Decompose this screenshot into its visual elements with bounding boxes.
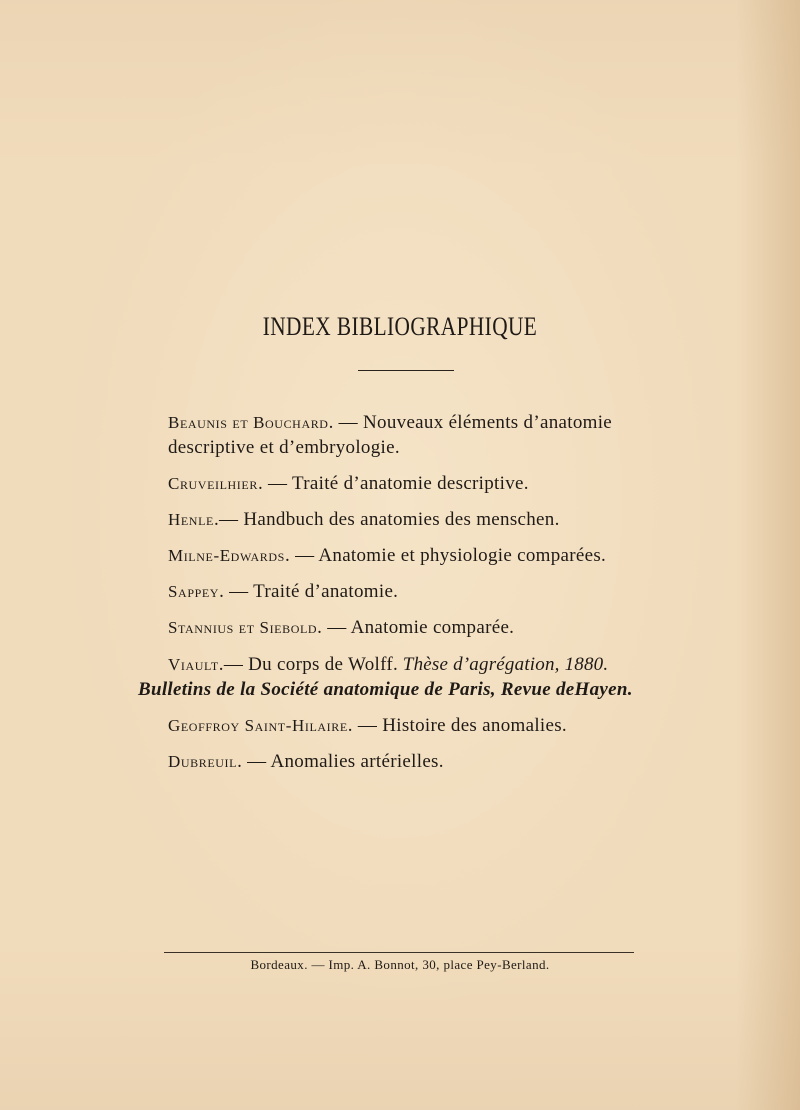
bibliography-entry (168, 543, 648, 568)
entry-author: Henle (168, 510, 214, 530)
entry-author: Sappey (168, 582, 220, 602)
bibliography-entry (168, 749, 648, 774)
entry-author: Cruveilhier (168, 474, 258, 494)
bibliography-entry (168, 615, 648, 640)
entry-author: Milne-Edwards (168, 546, 285, 566)
bibliography-entry (168, 713, 648, 738)
bibliography-entry (168, 579, 648, 604)
bibliography-entry (168, 410, 648, 460)
bibliography-entry (168, 507, 648, 532)
entry-author: Beaunis et Bouchard (168, 413, 329, 432)
entry-text: .— Handbuch des anatomies des menschen. (213, 509, 560, 531)
entry-author: Viault (168, 654, 219, 674)
entry-text: . — Anatomie comparée. (317, 617, 515, 639)
entry-continuation: Bulletins de la Société anatomique de Paris, Revue deHayen. (138, 678, 633, 700)
footer-divider (164, 952, 634, 953)
page-title: INDEX BIBLIOGRAPHIQUE (262, 312, 538, 341)
entry-italic-reference: Thèse d’agrégation, 1880. (402, 653, 609, 675)
printer-imprint: Bordeaux. — Imp. A. Bonnot, 30, place Pey-Berland. (250, 957, 550, 972)
entry-author: Stannius et Siebold (168, 618, 318, 638)
bibliography-entry (138, 652, 648, 702)
entry-author: Dubreuil (168, 751, 238, 771)
entry-text: . — Traité d’anatomie. (219, 581, 399, 603)
bibliography-list (138, 410, 648, 785)
entry-text: . — Histoire des anomalies. (347, 714, 567, 736)
entry-text: . — Nouveaux éléments d’anatomie descriptive et d’embryologie. (168, 412, 613, 459)
entry-text: . — Anomalies artérielles. (237, 750, 444, 772)
entry-text: .— Du corps de Wolff. (218, 653, 399, 675)
bibliography-entry (168, 471, 648, 496)
entry-text: . — Anatomie et physiologie comparées. (284, 545, 607, 567)
title-divider (358, 370, 454, 371)
entry-text: . — Traité d’anatomie descriptive. (257, 473, 529, 495)
entry-author: Geoffroy Saint-Hilaire (168, 715, 348, 735)
